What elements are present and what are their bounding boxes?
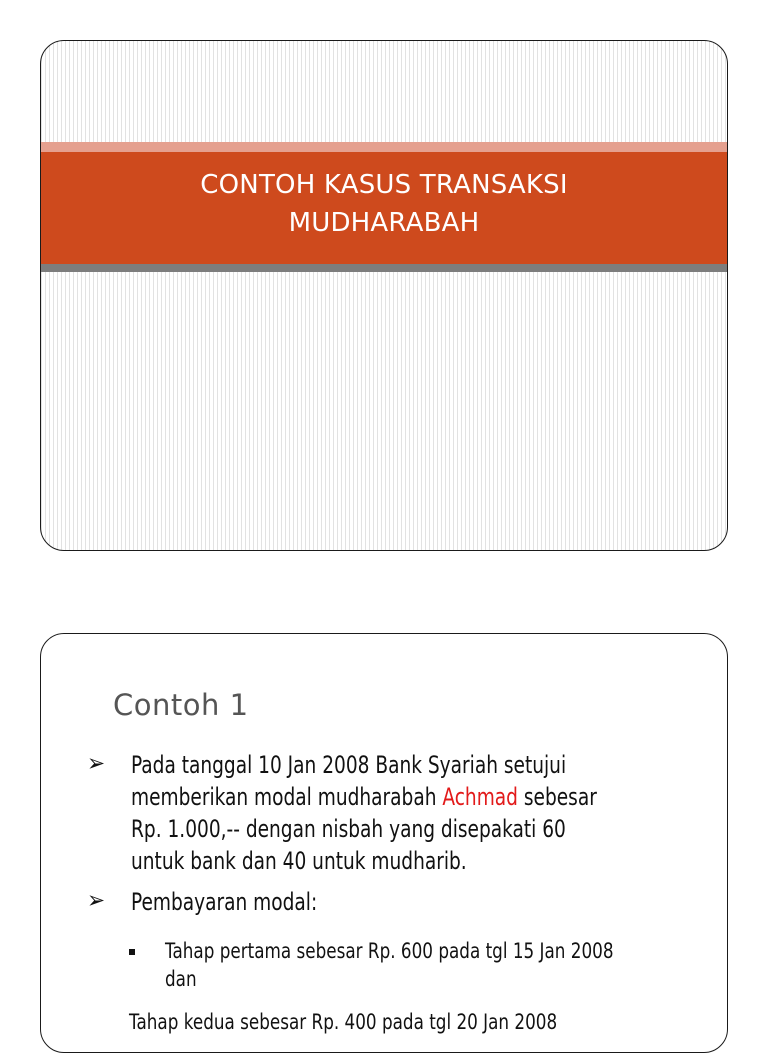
arrow-bullet-icon: ➢ bbox=[87, 749, 106, 777]
highlighted-name: Achmad bbox=[442, 783, 518, 811]
bullet-text-2: Pembayaran modal: bbox=[131, 888, 318, 916]
bullet-1-line-2 bbox=[131, 781, 597, 813]
slide-title-line-2: MUDHARABAH bbox=[288, 208, 480, 238]
title-band-bottom-stripe bbox=[41, 264, 727, 272]
bullet-1-line-1: Pada tanggal 10 Jan 2008 Bank Syariah setujui bbox=[131, 751, 567, 779]
slide-heading: Contoh 1 bbox=[113, 688, 249, 722]
bullet-1-line-2-end: sebesar bbox=[517, 783, 597, 811]
sub-bullet-1-line-2: dan bbox=[165, 967, 197, 991]
bullet-1-line-2-start: memberikan modal mudharabah bbox=[131, 783, 443, 811]
title-slide bbox=[40, 40, 728, 551]
square-bullet-icon bbox=[129, 949, 135, 955]
title-band-top-stripe bbox=[41, 142, 727, 152]
bullet-1-line-4: untuk bank dan 40 untuk mudharib. bbox=[131, 847, 467, 875]
slide-title bbox=[41, 166, 727, 242]
arrow-bullet-icon: ➢ bbox=[87, 886, 106, 914]
sub-bullet-1-line-1: Tahap pertama sebesar Rp. 600 pada tgl 15 Jan 2008 bbox=[165, 939, 614, 963]
bullet-1-line-3: Rp. 1.000,-- dengan nisbah yang disepakati 60 bbox=[131, 815, 566, 843]
content-slide bbox=[40, 633, 728, 1053]
bullet-text-1 bbox=[131, 749, 597, 877]
slide-title-line-1: CONTOH KASUS TRANSAKSI bbox=[200, 170, 568, 200]
sub-bullet-item-2-partial: Tahap kedua sebesar Rp. 400 pada tgl 20 Jan 2008 bbox=[129, 1010, 558, 1034]
sub-bullet-text-1 bbox=[165, 937, 614, 993]
